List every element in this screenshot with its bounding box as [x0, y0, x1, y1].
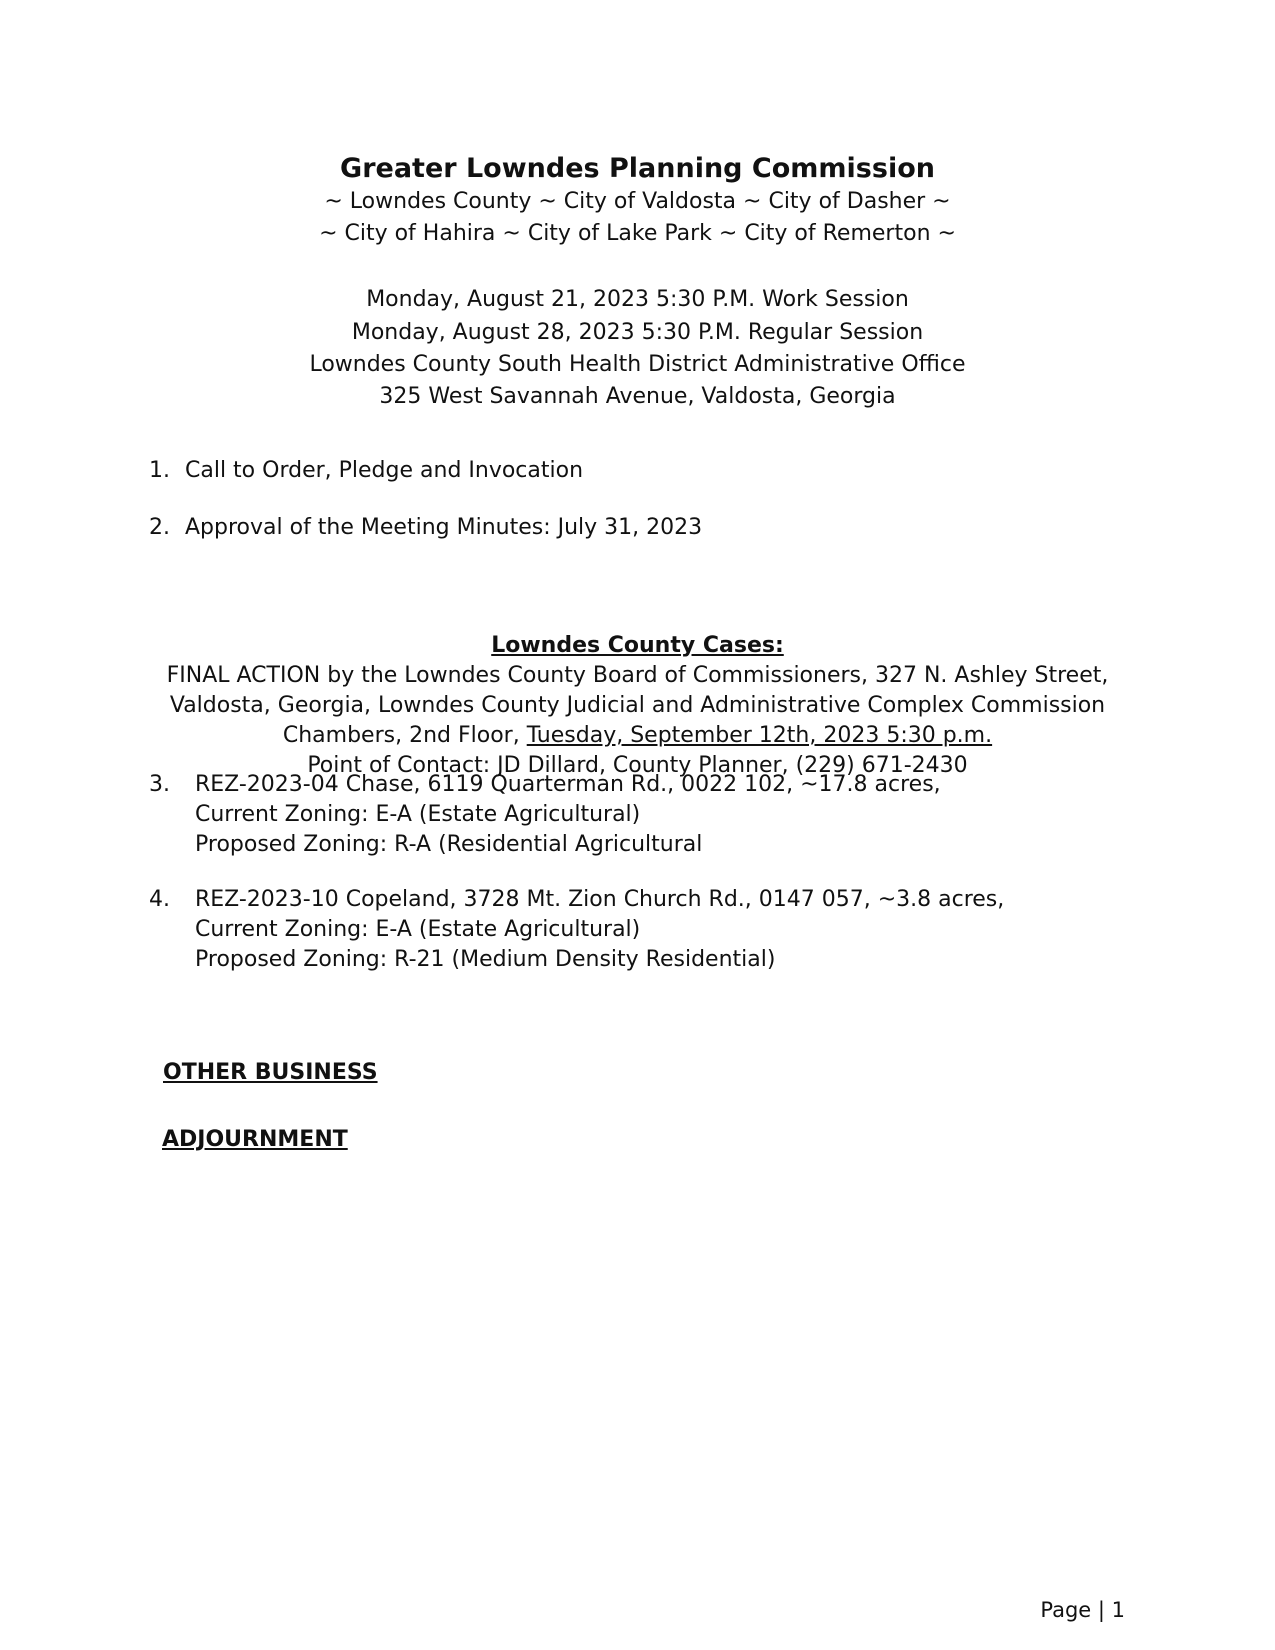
point-of-contact: Point of Contact: JD Dillard, County Planner, (229) 671-2430	[307, 753, 968, 778]
county-cases-section	[0, 631, 1275, 781]
agenda-item-number: 1.	[149, 458, 170, 483]
final-action-location: Chambers, 2nd Floor,	[282, 723, 527, 748]
case-title: REZ-2023-04 Chase, 6119 Quarterman Rd., 0022 102, ~17.8 acres,	[195, 772, 941, 797]
case-current-zoning: Current Zoning: E-A (Estate Agricultural)	[195, 917, 641, 942]
county-cases-heading: Lowndes County Cases:	[491, 633, 784, 658]
final-action-date: Tuesday, September 12th, 2023 5:30 p.m.	[526, 723, 993, 748]
jurisdictions-block	[0, 187, 1275, 249]
agenda-item-text: Approval of the Meeting Minutes: July 31, 2023	[185, 515, 703, 540]
case-number: 4.	[149, 887, 170, 912]
final-action-line-3	[0, 721, 1275, 751]
document-title: Greater Lowndes Planning Commission	[340, 153, 935, 184]
meeting-location: Lowndes County South Health District Administrative Office	[309, 352, 966, 377]
case-proposed-zoning: Proposed Zoning: R-A (Residential Agricultural	[195, 832, 703, 857]
meeting-info-block	[0, 283, 1275, 413]
jurisdictions-line-2: ~ City of Hahira ~ City of Lake Park ~ City of Remerton ~	[319, 221, 956, 246]
case-number: 3.	[149, 772, 170, 797]
agenda-item-text: Call to Order, Pledge and Invocation	[185, 458, 584, 483]
final-action-line-1: FINAL ACTION by the Lowndes County Board of Commissioners, 327 N. Ashley Street,	[166, 663, 1109, 688]
agenda-item-1	[149, 456, 583, 486]
case-title: REZ-2023-10 Copeland, 3728 Mt. Zion Church Rd., 0147 057, ~3.8 acres,	[195, 887, 1005, 912]
case-proposed-zoning: Proposed Zoning: R-21 (Medium Density Residential)	[195, 947, 776, 972]
meeting-address: 325 West Savannah Avenue, Valdosta, Georgia	[379, 384, 896, 409]
final-action-line-2: Valdosta, Georgia, Lowndes County Judicial and Administrative Complex Commission	[169, 693, 1106, 718]
page-number: Page | 1	[1040, 1598, 1125, 1622]
jurisdictions-line-1: ~ Lowndes County ~ City of Valdosta ~ City of Dasher ~	[324, 189, 951, 214]
work-session-date: Monday, August 21, 2023 5:30 P.M. Work Session	[366, 287, 909, 312]
case-item-4	[149, 885, 1004, 975]
agenda-item-2	[149, 513, 702, 543]
regular-session-date: Monday, August 28, 2023 5:30 P.M. Regular Session	[351, 320, 924, 345]
case-item-3	[149, 770, 941, 860]
other-business-heading: OTHER BUSINESS	[163, 1060, 378, 1085]
agenda-item-number: 2.	[149, 515, 170, 540]
adjournment-heading: ADJOURNMENT	[162, 1127, 348, 1152]
case-current-zoning: Current Zoning: E-A (Estate Agricultural)	[195, 802, 641, 827]
